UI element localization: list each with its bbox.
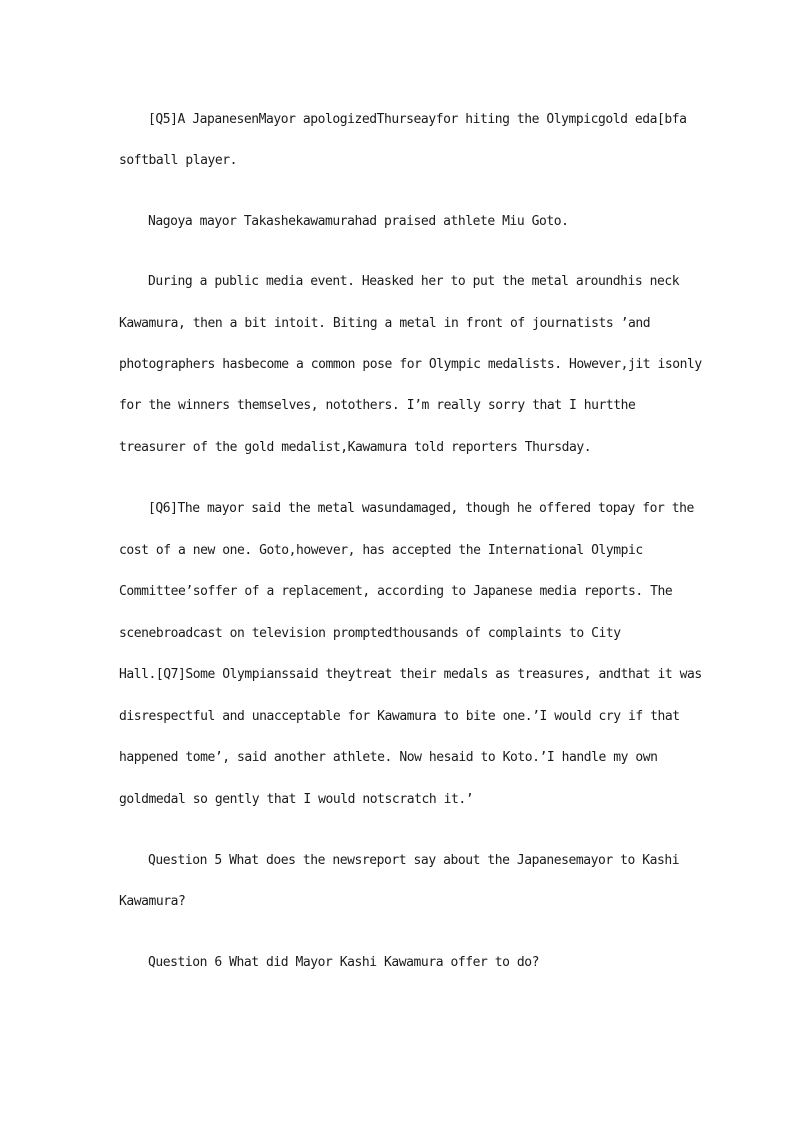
paragraph-3-line-1: During a public media event. Heasked her to put the metal aroundhis neck: [148, 274, 680, 289]
paragraph-4-line-7: happened tome’, said another athlete. Now hesaid to Koto.’I handle my own: [119, 750, 658, 765]
paragraph-3-line-4: for the winners themselves, notothers. I’m really sorry that I hurtthe: [119, 398, 636, 413]
paragraph-3-line-5: treasurer of the gold medalist,Kawamura told reporters Thursday.: [119, 440, 592, 455]
question-6-line-1: Question 6 What did Mayor Kashi Kawamura offer to do?: [148, 955, 539, 970]
paragraph-4-line-6: disrespectful and unacceptable for Kawamura to bite one.’I would cry if that: [119, 709, 680, 724]
paragraph-3-line-3: photographers hasbecome a common pose for Olympic medalists. However,jit isonly: [119, 357, 702, 372]
paragraph-4-line-3: Committee’soffer of a replacement, according to Japanese media reports. The: [119, 584, 673, 599]
paragraph-4-line-2: cost of a new one. Goto,however, has accepted the International Olympic: [119, 543, 643, 558]
paragraph-1-line-2: softball player.: [119, 153, 238, 168]
paragraph-2-line-1: Nagoya mayor Takashekawamurahad praised athlete Miu Goto.: [148, 214, 569, 229]
paragraph-3-line-2: Kawamura, then a bit intoit. Biting a metal in front of journatists ’and: [119, 316, 651, 331]
paragraph-4-line-8: goldmedal so gently that I would notscratch it.’: [119, 792, 474, 807]
paragraph-1-line-1: [Q5]A JapanesenMayor apologizedThurseayfor hiting the Olympicgold eda[bfa: [148, 112, 687, 127]
paragraph-4-line-4: scenebroadcast on television promptedthousands of complaints to City: [119, 626, 621, 641]
question-5-line-2: Kawamura?: [119, 894, 186, 909]
question-5-line-1: Question 5 What does the newsreport say about the Japanesemayor to Kashi: [148, 853, 680, 868]
paragraph-4-line-1: [Q6]The mayor said the metal wasundamaged, though he offered topay for the: [148, 501, 694, 516]
paragraph-4-line-5: Hall.[Q7]Some Olympianssaid theytreat their medals as treasures, andthat it was: [119, 667, 702, 682]
